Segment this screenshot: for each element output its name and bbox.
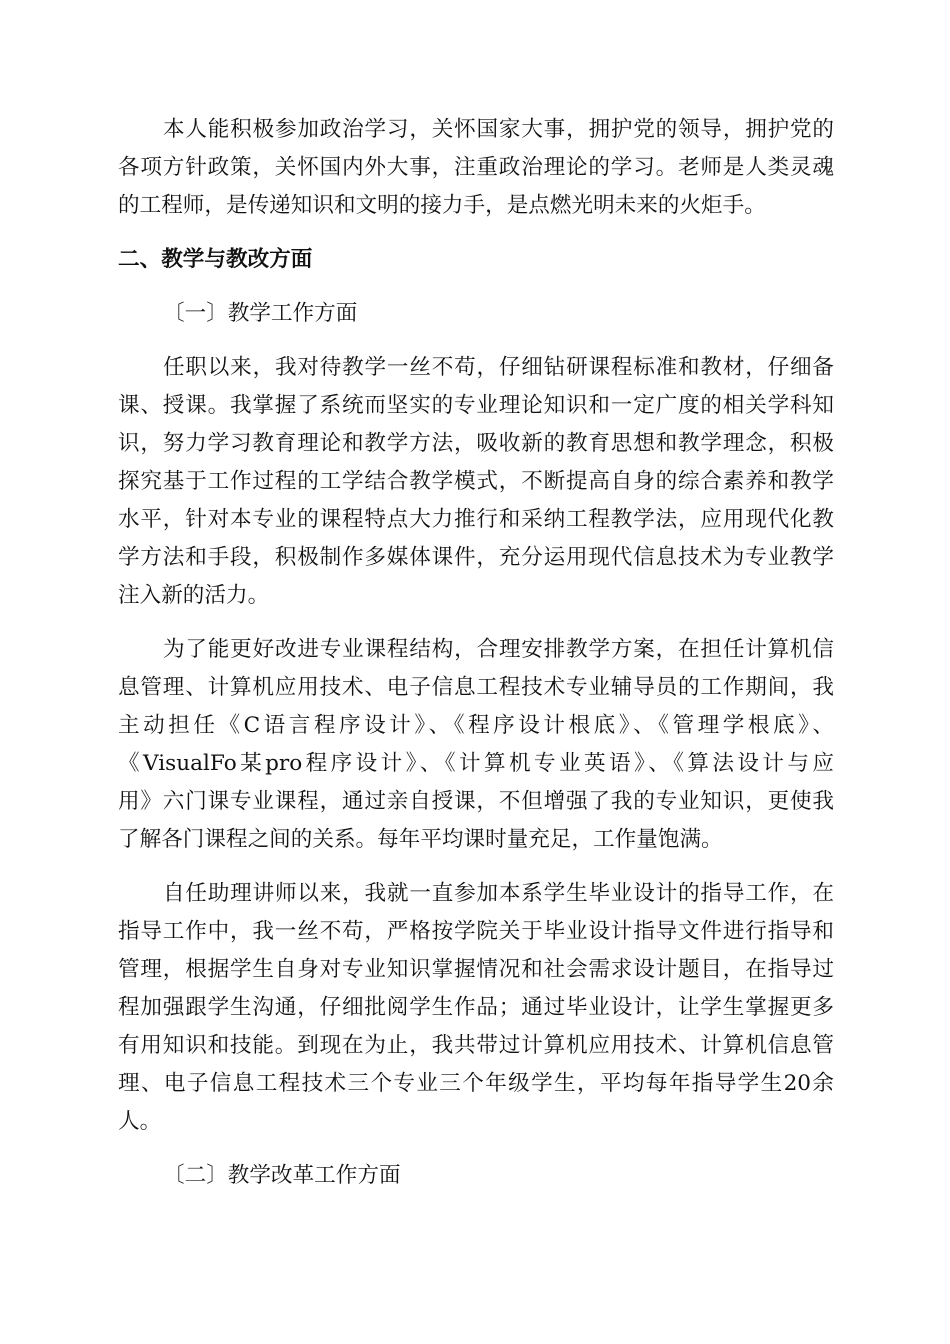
- paragraph-2-line-2: 课、授课。我掌握了系统而坚实的专业理论知识和一定广度的相关学科知: [118, 393, 834, 418]
- paragraph-3-line-6: 了解各门课程之间的关系。每年平均课时量充足，工作量饱满。: [118, 827, 723, 852]
- paragraph-3-line-4: 《VisualFo某pro程序设计》、《计算机专业英语》、《算法设计与应: [118, 751, 834, 776]
- paragraph-3-line-3: 主动担任《C语言程序设计》、《程序设计根底》、《管理学根底》、: [118, 713, 834, 738]
- paragraph-4-line-1: 自任助理讲师以来，我就一直参加本系学生毕业设计的指导工作，在: [163, 881, 834, 906]
- paragraph-2-line-4: 探究基于工作过程的工学结合教学模式，不断提高自身的综合素养和教学: [118, 469, 834, 494]
- paragraph-2-line-3: 识，努力学习教育理论和教学方法，吸收新的教育思想和教学理念，积极: [118, 431, 834, 456]
- paragraph-2-line-7: 注入新的活力。: [118, 583, 270, 608]
- paragraph-3-line-5: 用》六门课专业课程，通过亲自授课，不但增强了我的专业知识，更使我: [118, 789, 834, 814]
- paragraph-4-line-6: 理、电子信息工程技术三个专业三个年级学生，平均每年指导学生20余: [118, 1071, 834, 1096]
- paragraph-1-line-2: 各项方针政策，关怀国内外大事，注重政治理论的学习。老师是人类灵魂: [118, 155, 834, 180]
- paragraph-4-line-3: 管理，根据学生自身对专业知识掌握情况和社会需求设计题目，在指导过: [118, 957, 834, 982]
- paragraph-1-line-1: 本人能积极参加政治学习，关怀国家大事，拥护党的领导，拥护党的: [163, 117, 834, 142]
- paragraph-4-line-5: 有用知识和技能。到现在为止，我共带过计算机应用技术、计算机信息管: [118, 1033, 834, 1058]
- section-heading-teaching-reform: 二、教学与教改方面: [118, 247, 313, 272]
- paragraph-4-line-7: 人。: [118, 1109, 162, 1134]
- paragraph-4-line-2: 指导工作中，我一丝不苟，严格按学院关于毕业设计指导文件进行指导和: [118, 919, 834, 944]
- paragraph-2-line-6: 学方法和手段，积极制作多媒体课件，充分运用现代信息技术为专业教学: [118, 545, 834, 570]
- paragraph-4-line-4: 程加强跟学生沟通，仔细批阅学生作品；通过毕业设计，让学生掌握更多: [118, 995, 834, 1020]
- paragraph-3-line-2: 息管理、计算机应用技术、电子信息工程技术专业辅导员的工作期间，我: [118, 675, 834, 700]
- subheading-teaching-work: 〔一〕教学工作方面: [163, 301, 358, 326]
- subheading-teaching-reform-work: 〔二〕教学改革工作方面: [163, 1163, 401, 1188]
- paragraph-1-line-3: 的工程师，是传递知识和文明的接力手，是点燃光明未来的火炬手。: [118, 193, 766, 218]
- paragraph-2-line-5: 水平，针对本专业的课程特点大力推行和采纳工程教学法，应用现代化教: [118, 507, 834, 532]
- paragraph-2-line-1: 任职以来，我对待教学一丝不苟，仔细钻研课程标准和教材，仔细备: [163, 355, 834, 380]
- paragraph-3-line-1: 为了能更好改进专业课程结构，合理安排教学方案，在担任计算机信: [163, 637, 834, 662]
